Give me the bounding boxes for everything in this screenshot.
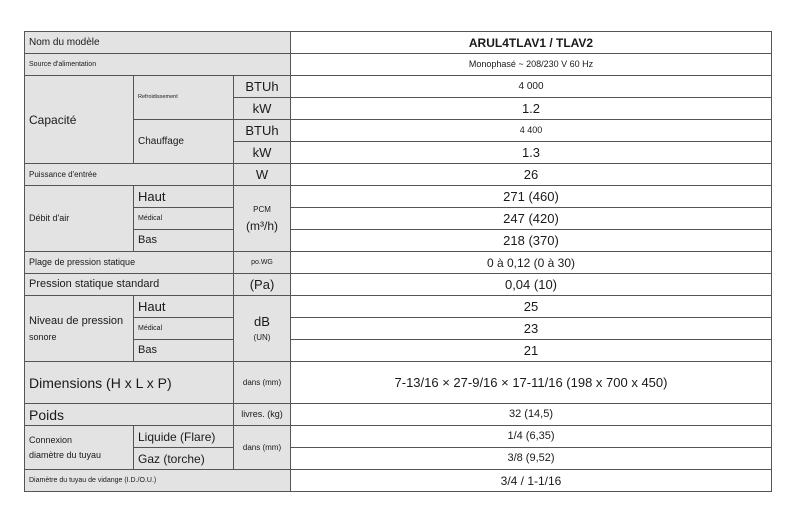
model-name-label: Nom du modèle (25, 32, 291, 54)
airflow-unit-m3h: (m³/h) (246, 218, 278, 233)
row-airflow-high (25, 186, 772, 208)
static-pressure-standard-value: 0,04 (10) (291, 274, 772, 296)
input-power-label: Puissance d'entrée (25, 164, 234, 186)
airflow-medium-value: 247 (420) (291, 208, 772, 230)
row-weight (25, 404, 772, 426)
row-sound-high (25, 296, 772, 318)
cooling-kw-unit: kW (234, 98, 291, 120)
heating-btuh-value: 4 400 (291, 120, 772, 142)
pipe-liquid-label: Liquide (Flare) (134, 426, 234, 448)
drain-label: Diamètre du tuyau de vidange (I.D./O.U.) (25, 470, 291, 492)
heating-kw-unit: kW (234, 142, 291, 164)
input-power-value: 26 (291, 164, 772, 186)
row-model-name (25, 32, 772, 54)
power-source-label: Source d'alimentation (25, 54, 291, 76)
row-power-source (25, 54, 772, 76)
static-pressure-standard-unit: (Pa) (234, 274, 291, 296)
row-input-power (25, 164, 772, 186)
row-cooling-btuh (25, 76, 772, 98)
row-airflow-low (25, 230, 772, 252)
row-airflow-medium (25, 208, 772, 230)
row-heating-btuh (25, 120, 772, 142)
power-source-value: Monophasé ~ 208/230 V 60 Hz (291, 54, 772, 76)
airflow-high-value: 271 (460) (291, 186, 772, 208)
dimensions-unit: dans (mm) (234, 362, 291, 404)
sound-medium-label: Médical (134, 318, 234, 340)
input-power-unit: W (234, 164, 291, 186)
airflow-low-value: 218 (370) (291, 230, 772, 252)
heating-kw-value: 1.3 (291, 142, 772, 164)
static-pressure-range-value: 0 à 0,12 (0 à 30) (291, 252, 772, 274)
sound-unit-db: dB (254, 314, 270, 329)
drain-value: 3/4 / 1-1/16 (291, 470, 772, 492)
row-dimensions (25, 362, 772, 404)
pipe-label-line2: diamètre du tuyau (29, 449, 102, 460)
sound-unit (234, 296, 291, 362)
sound-low-value: 21 (291, 340, 772, 362)
cooling-btuh-value: 4 000 (291, 76, 772, 98)
airflow-unit (234, 186, 291, 252)
row-pipe-liquid (25, 426, 772, 448)
cooling-kw-value: 1.2 (291, 98, 772, 120)
pipe-label (25, 426, 134, 470)
pipe-unit: dans (mm) (234, 426, 291, 470)
sound-high-label: Haut (134, 296, 234, 318)
spec-table (24, 31, 772, 492)
static-pressure-standard-label: Pression statique standard (25, 274, 234, 296)
dimensions-value: 7-13/16 × 27-9/16 × 17-11/16 (198 x 700 x 450) (291, 362, 772, 404)
heating-btuh-unit: BTUh (234, 120, 291, 142)
cooling-btuh-unit: BTUh (234, 76, 291, 98)
weight-unit: livres. (kg) (234, 404, 291, 426)
airflow-medium-label: Médical (134, 208, 234, 230)
model-name-value: ARUL4TLAV1 / TLAV2 (291, 32, 772, 54)
weight-label: Poids (25, 404, 234, 426)
sound-unit-un: (UN) (253, 333, 271, 342)
sound-high-value: 25 (291, 296, 772, 318)
sound-label-line1: Niveau de pression (29, 314, 124, 327)
heating-label: Chauffage (134, 120, 234, 164)
sound-low-label: Bas (134, 340, 234, 362)
row-drain (25, 470, 772, 492)
sound-label-line2: sonore (29, 331, 57, 342)
pipe-gas-label: Gaz (torche) (134, 448, 234, 470)
capacity-label: Capacité (25, 76, 134, 164)
row-sound-low (25, 340, 772, 362)
airflow-low-label: Bas (134, 230, 234, 252)
row-static-pressure-standard (25, 274, 772, 296)
row-static-pressure-range (25, 252, 772, 274)
row-pipe-gas (25, 448, 772, 470)
static-pressure-range-label: Plage de pression statique (25, 252, 234, 274)
airflow-unit-cfm: PCM (253, 204, 271, 214)
cooling-label: Refroidissement (134, 76, 234, 120)
row-sound-medium (25, 318, 772, 340)
airflow-label: Débit d'air (25, 186, 134, 252)
sound-label (25, 296, 134, 362)
sound-medium-value: 23 (291, 318, 772, 340)
airflow-high-label: Haut (134, 186, 234, 208)
weight-value: 32 (14,5) (291, 404, 772, 426)
pipe-gas-value: 3/8 (9,52) (291, 448, 772, 470)
dimensions-label: Dimensions (H x L x P) (25, 362, 234, 404)
pipe-label-line1: Connexion (29, 434, 73, 445)
pipe-liquid-value: 1/4 (6,35) (291, 426, 772, 448)
static-pressure-range-unit: po.WG (234, 252, 291, 274)
